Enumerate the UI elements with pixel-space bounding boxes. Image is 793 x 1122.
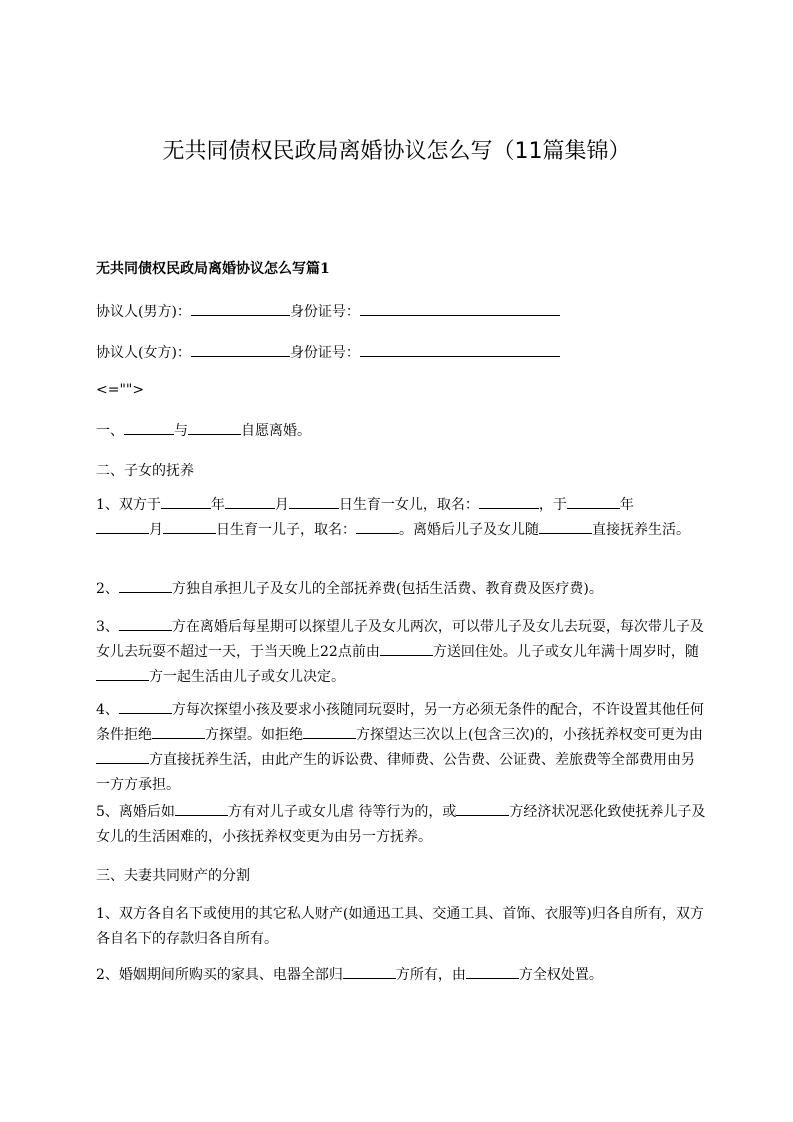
paragraph-3 <box>96 615 708 690</box>
text: ，于 <box>538 497 567 513</box>
paragraph-4 <box>96 698 708 798</box>
party-male-label: 协议人(男方)： <box>96 304 191 320</box>
blank <box>96 666 149 681</box>
text: 直接抚养生活。 <box>592 522 690 538</box>
text: 。离婚后儿子及女儿随 <box>399 522 539 538</box>
blank <box>567 494 620 509</box>
clause-text: 自愿离婚。 <box>241 423 311 439</box>
id-label: 身份证号： <box>289 345 360 361</box>
blank <box>161 494 211 509</box>
text: 方有对儿子或女儿虐 待等行为的，或 <box>227 804 457 820</box>
blank <box>479 494 539 509</box>
text: 方全权处置。 <box>518 967 603 983</box>
blank <box>188 420 241 435</box>
blank <box>163 519 216 534</box>
blank <box>152 724 205 739</box>
blank <box>175 801 228 816</box>
blank <box>456 801 509 816</box>
document-title: 无共同债权民政局离婚协议怎么写（11篇集锦） <box>162 139 631 164</box>
heading-child-custody: 二、子女的抚养 <box>96 463 194 479</box>
text: 方探望达三次以上(包含三次)的，小孩抚养权变可更为由 <box>356 727 703 743</box>
text: 方每次探望小孩及要求小孩随同玩耍时，另一方必须无条件的配合，不许设置其他任何条件拒绝 <box>96 702 704 743</box>
party-female-line <box>96 342 560 364</box>
blank <box>380 641 433 656</box>
name-blank <box>191 342 290 357</box>
blank <box>96 519 149 534</box>
text: 方独自承担儿子及女儿的全部抚养费(包括生活费、教育费及医疗费)。 <box>171 581 603 597</box>
blank <box>124 420 174 435</box>
text: 方探望。如拒绝 <box>205 727 303 743</box>
party-male-line <box>96 301 560 323</box>
text: 年 <box>210 497 225 513</box>
blank <box>289 494 339 509</box>
text: 1、双方于 <box>96 497 161 513</box>
blank <box>343 964 396 979</box>
text: 月 <box>149 522 163 538</box>
text: 4、 <box>96 702 119 718</box>
marker-line: <=""> <box>96 382 145 398</box>
blank <box>356 519 399 534</box>
text: 方直接抚养生活，由此产生的诉讼费、律师费、公告费、公证费、差旅费等全部费用由另一方方承担。 <box>96 752 695 793</box>
clause-prefix: 一、 <box>96 423 124 439</box>
id-blank <box>360 301 560 316</box>
party-female-label: 协议人(女方)： <box>96 345 191 361</box>
clause-voluntary-divorce <box>96 420 311 442</box>
text: 月 <box>274 497 289 513</box>
text: 5、离婚后如 <box>96 804 175 820</box>
paragraph-6: 1、双方各自名下或使用的其它私人财产(如通迅工具、交通工具、首饰、衣服等)归各自所有，双方各自名下的存款归各自所有。 <box>96 906 704 947</box>
paragraph-5 <box>96 800 708 850</box>
clause-text: 与 <box>174 423 188 439</box>
blank <box>466 964 519 979</box>
blank <box>539 519 592 534</box>
section-heading: 无共同债权民政局离婚协议怎么写篇1 <box>96 261 330 277</box>
blank <box>119 699 172 714</box>
paragraph-7 <box>96 963 708 988</box>
paragraph-2 <box>96 577 708 602</box>
text: 年 <box>619 497 634 513</box>
blank <box>225 494 275 509</box>
text: 方送回住处。儿子或女儿年满十周岁时，随 <box>432 644 699 660</box>
text: 方在离婚后每星期可以探望儿子及女儿两次，可以带儿子及女儿去玩耍，每次带儿子及女儿去玩耍不超过一天，于当天晚上22点前由 <box>96 619 704 660</box>
text: 日生育一儿子，取名： <box>216 522 356 538</box>
name-blank <box>191 301 290 316</box>
text: 日生育一女儿，取名： <box>338 497 479 513</box>
heading-property-division: 三、夫妻共同财产的分割 <box>96 868 250 884</box>
text: 2、婚姻期间所购买的家具、电器全部归 <box>96 967 343 983</box>
text: 方经济状况恶化致使抚养儿子及女儿的生活困难的，小孩抚养权变更为由另一方抚养。 <box>96 804 706 845</box>
text: 方一起生活由儿子或女儿决定。 <box>149 669 345 685</box>
text: 3、 <box>96 619 119 635</box>
text: 2、 <box>96 581 119 597</box>
blank <box>96 749 149 764</box>
id-blank <box>360 342 560 357</box>
blank <box>119 616 172 631</box>
text: 方所有，由 <box>395 967 466 983</box>
paragraph-1 <box>96 493 708 543</box>
blank <box>119 578 172 593</box>
id-label: 身份证号： <box>289 304 360 320</box>
blank <box>303 724 356 739</box>
